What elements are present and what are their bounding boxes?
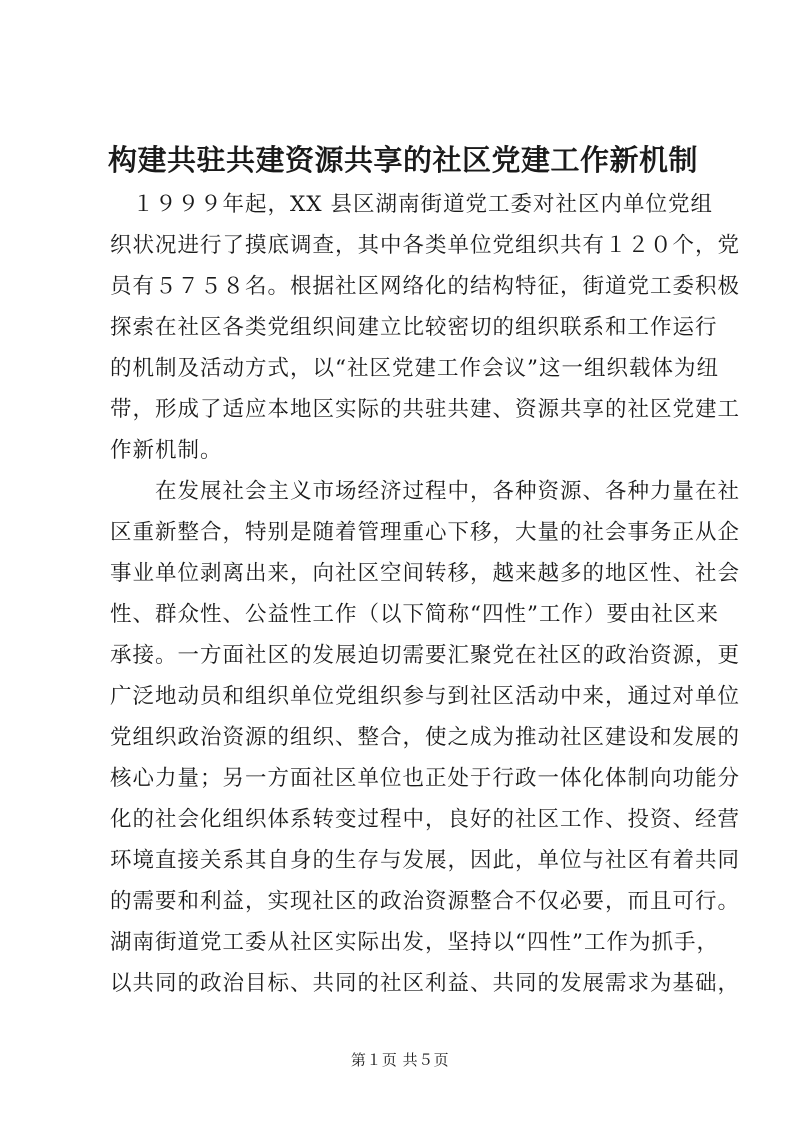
body-line: 带，形成了适应本地区实际的共驻共建、资源共享的社区党建工	[110, 397, 741, 422]
body-line: 环境直接关系其自身的生存与发展，因此，单位与社区有着共同	[110, 848, 741, 873]
body-line: 承接。一方面社区的发展迫切需要汇聚党在社区的政治资源，更	[110, 643, 741, 668]
body-line: 性、群众性、公益性工作（以下简称“四性”工作）要由社区来	[110, 602, 719, 627]
body-line: 核心力量；另一方面社区单位也正处于行政一体化体制向功能分	[110, 766, 741, 791]
body-line: 广泛地动员和组织单位党组织参与到社区活动中来，通过对单位	[110, 684, 741, 709]
page-number: 第１页 共５页	[350, 1051, 450, 1069]
body-line: 探索在社区各类党组织间建立比较密切的组织联系和工作运行	[110, 315, 718, 340]
body-line: 在发展社会主义市场经济过程中，各种资源、各种力量在社	[110, 479, 741, 504]
document-title: 构建共驻共建资源共享的社区党建工作新机制	[108, 143, 699, 177]
body-line: 织状况进行了摸底调查，其中各类单位党组织共有１２０个，党	[110, 233, 741, 258]
body-line: 以共同的政治目标、共同的社区利益、共同的发展需求为基础，	[110, 971, 741, 996]
body-line: 党组织政治资源的组织、整合，使之成为推动社区建设和发展的	[110, 725, 741, 750]
body-line: 湖南街道党工委从社区实际出发，坚持以“四性”工作为抓手，	[110, 930, 719, 955]
body-line: １９９９年起，XX 县区湖南街道党工委对社区内单位党组	[110, 192, 713, 217]
body-line: 化的社会化组织体系转变过程中，良好的社区工作、投资、经营	[110, 807, 741, 832]
body-line: 的需要和利益，实现社区的政治资源整合不仅必要，而且可行。	[110, 889, 741, 914]
body-line: 员有５７５８名。根据社区网络化的结构特征，街道党工委积极	[110, 274, 741, 299]
body-line: 作新机制。	[110, 438, 223, 463]
body-line: 区重新整合，特别是随着管理重心下移，大量的社会事务正从企	[110, 520, 741, 545]
body-line: 事业单位剥离出来，向社区空间转移，越来越多的地区性、社会	[110, 561, 741, 586]
body-line: 的机制及活动方式，以“社区党建工作会议”这一组织载体为纽	[110, 356, 719, 381]
